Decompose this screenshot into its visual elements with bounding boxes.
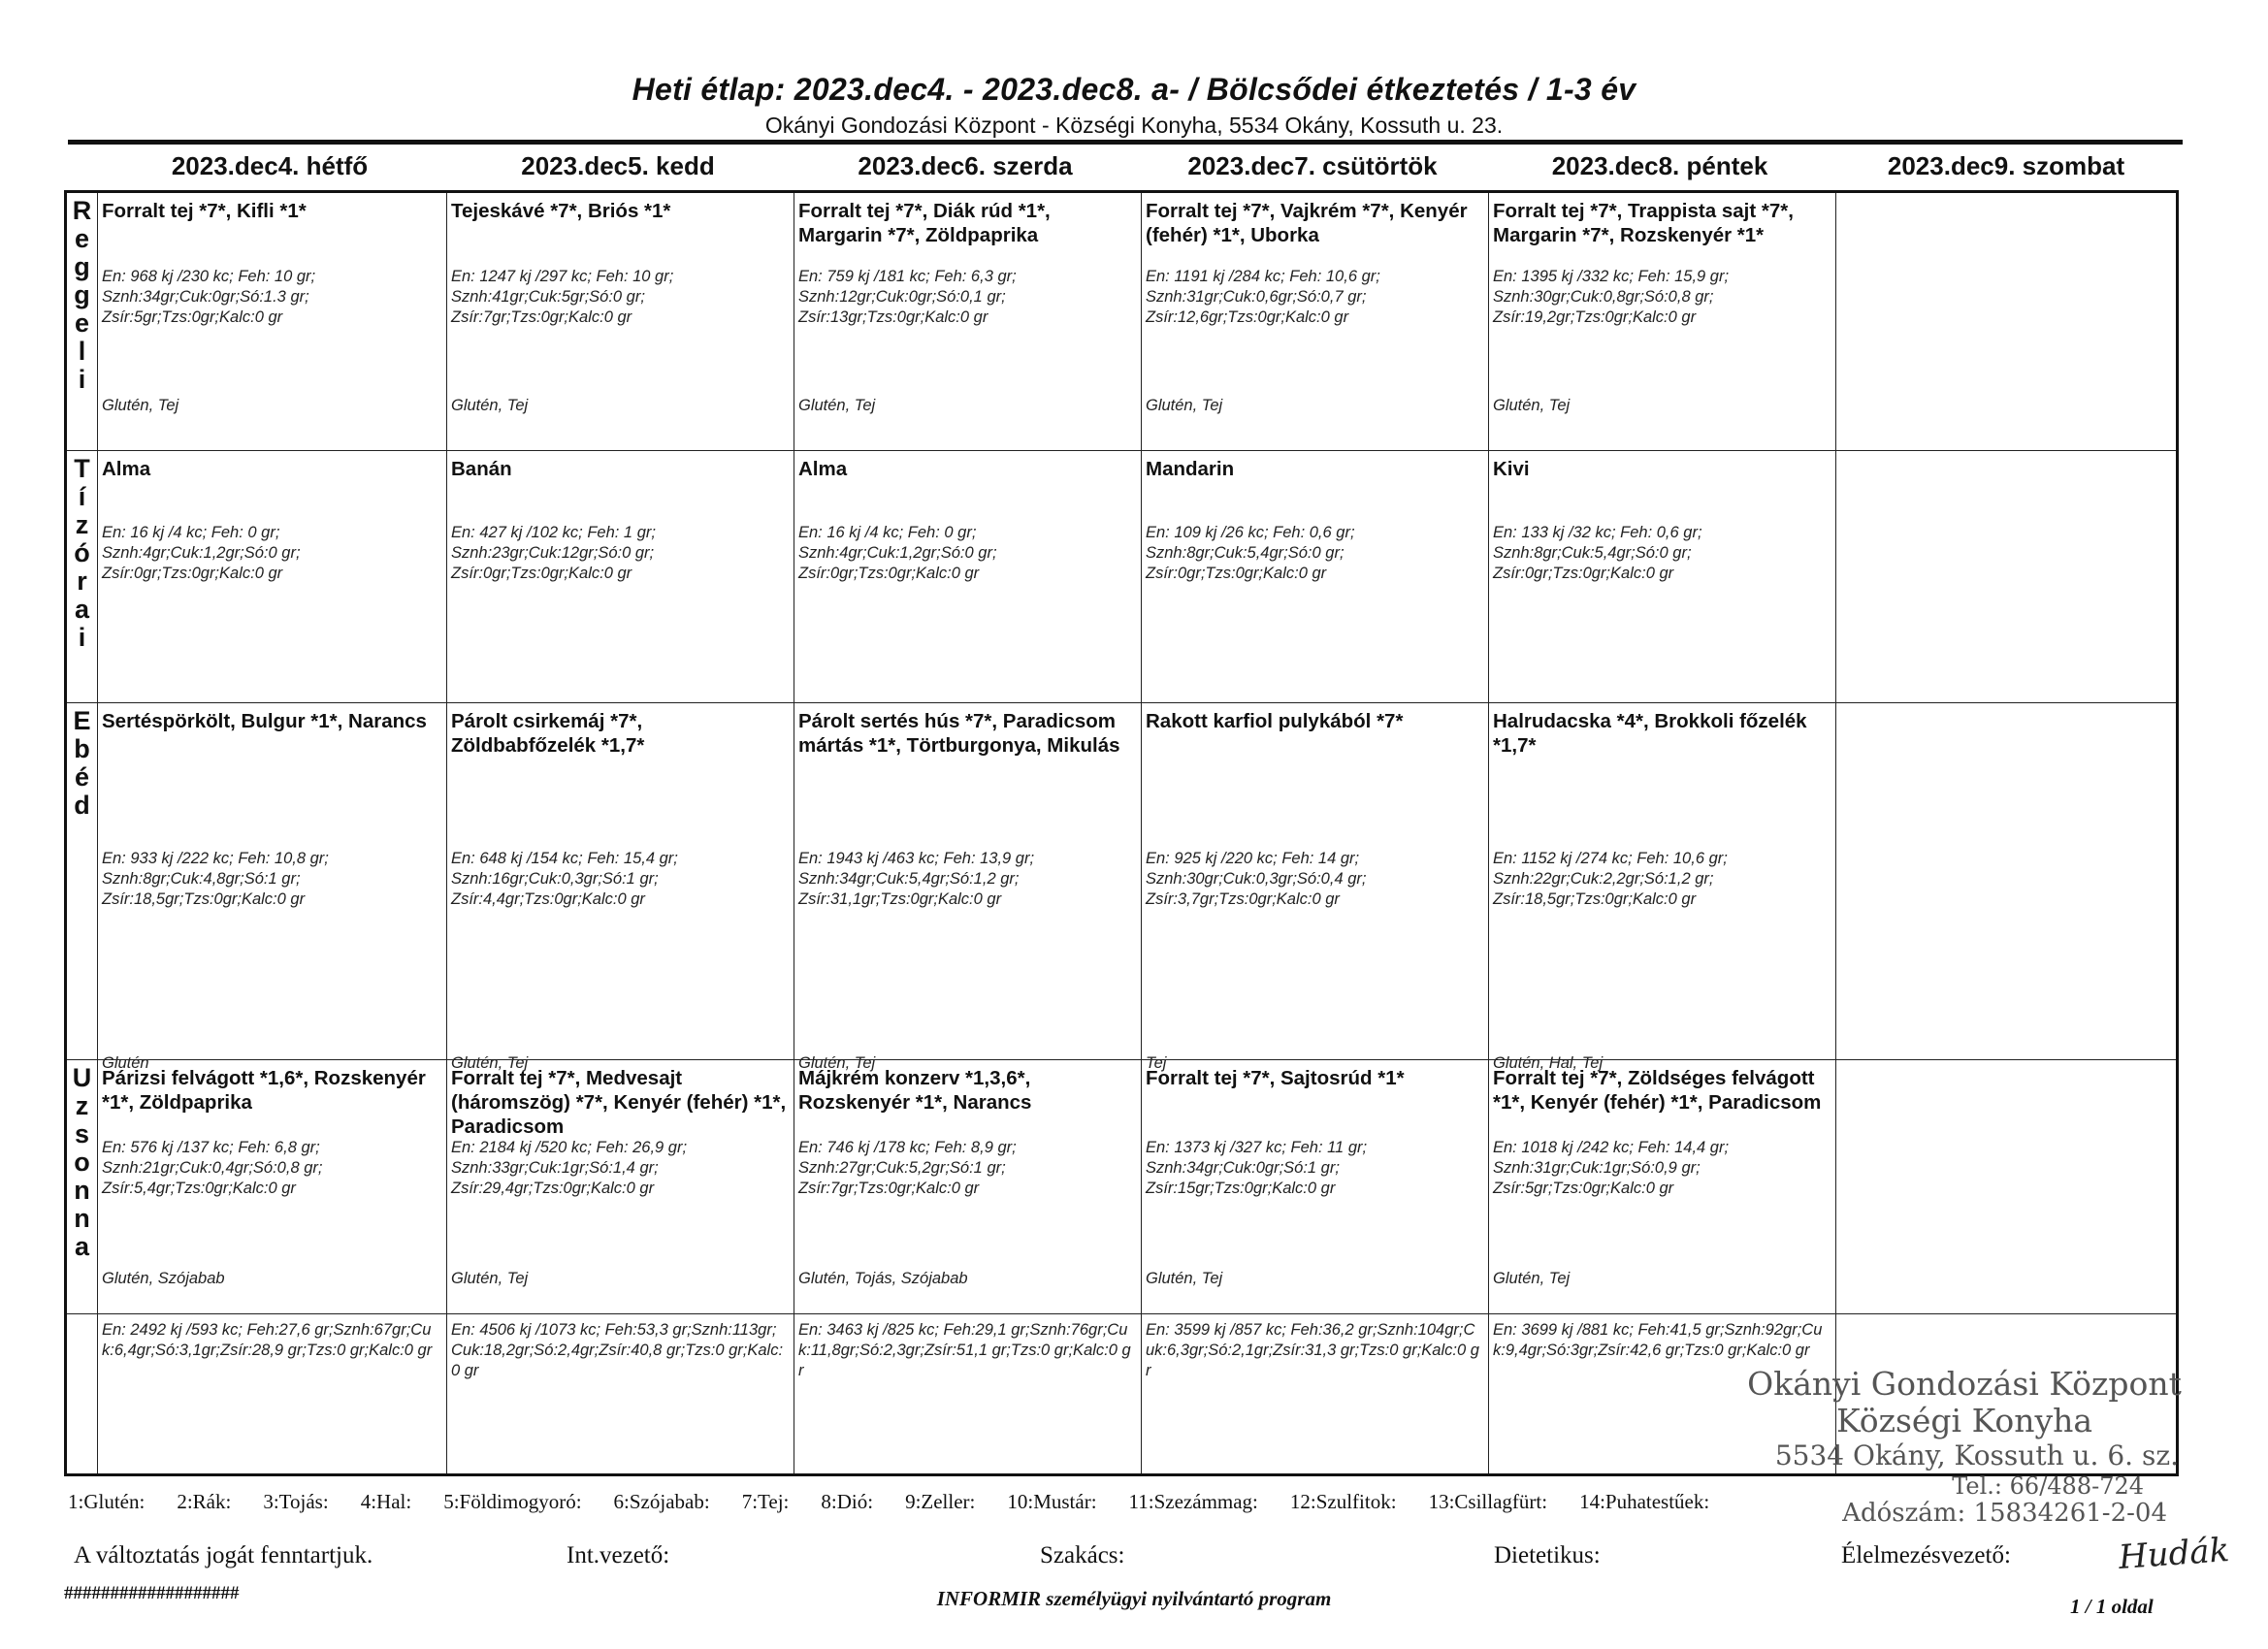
nutrition-info: En: 1247 kj /297 kc; Feh: 10 gr; Sznh:41gr;Cuk:5gr;Só:0 gr; Zsír:7gr;Tzs:0gr;Kalc:0 gr [451,268,674,326]
day-headers [95,146,2179,186]
dish-name: Forralt tej *7*, Sajtosrúd *1* [1146,1067,1405,1089]
meal-label-letter: i [78,365,86,394]
meal-label-letter: E [73,706,91,735]
meal-label-letter: a [74,1232,90,1261]
legend-item: 13:Csillagfürt: [1428,1490,1548,1513]
nutrition-info: En: 133 kj /32 kc; Feh: 0,6 gr; Sznh:8gr;Cuk:5,4gr;Só:0 gr; Zsír:0gr;Tzs:0gr;Kalc:0 gr [1493,524,1702,582]
meal-label-letter: i [78,623,86,652]
menu-cell [98,1060,447,1314]
meal-label-letter: R [72,196,92,225]
meal-label-letter: T [74,454,90,483]
day-header-tuesday: 2023.dec5. kedd [521,151,715,180]
daily-total: En: 3699 kj /881 kc; Feh:41,5 gr;Sznh:92gr;Cuk:9,4gr;Só:3gr;Zsír:42,6 gr;Tzs:0 gr;Kalc:0 gr [1493,1321,1823,1359]
nutrition-info: En: 16 kj /4 kc; Feh: 0 gr; Sznh:4gr;Cuk:1,2gr;Só:0 gr; Zsír:0gr;Tzs:0gr;Kalc:0 gr [102,524,301,582]
daily-total-cell [447,1314,794,1473]
meal-label-letter: U [72,1063,92,1092]
legend-item: 10:Mustár: [1007,1490,1097,1513]
allergen-legend [68,1490,2008,1514]
meal-label-letter: e [74,224,90,253]
legend-item: 2:Rák: [177,1490,232,1513]
stamp-line: Tel.: 66/488-724 [1952,1472,2144,1500]
dish-name: Forralt tej *7*, Diák rúd *1*, Margarin *7*, Zöldpaprika [798,200,1051,246]
legend-item: 8:Dió: [821,1490,874,1513]
allergen-list: Glutén, Tej [1146,397,1223,414]
allergen-list: Glutén, Tej [798,397,876,414]
day-header-friday: 2023.dec8. péntek [1551,151,1768,180]
dish-name: Forralt tej *7*, Zöldséges felvágott *1*, Kenyér (fehér) *1*, Paradicsom [1493,1067,1822,1114]
nutrition-info: En: 427 kj /102 kc; Feh: 1 gr; Sznh:23gr;Cuk:12gr;Só:0 gr; Zsír:0gr;Tzs:0gr;Kalc:0 gr [451,524,656,582]
menu-cell [1489,451,1836,703]
dish-name: Mandarin [1146,458,1235,480]
meal-label-letter: e [74,308,90,338]
meal-label-letter: g [74,280,90,309]
meal-label-letter: g [74,252,90,281]
day-header-saturday: 2023.dec9. szombat [1887,151,2125,180]
legend-item: 12:Szulfitok: [1289,1490,1397,1513]
meal-label-letter: n [74,1176,90,1205]
day-header-monday: 2023.dec4. hétfő [171,151,369,180]
meal-label-tízórai [67,451,98,703]
allergen-list: Glutén, Tej [1146,1270,1223,1287]
dish-name: Párolt sertés hús *7*, Paradicsom mártás *1*, Törtburgonya, Mikulás [798,710,1120,757]
reserve-note: A változtatás jogát fenntartjuk. [74,1542,373,1568]
nutrition-info: En: 576 kj /137 kc; Feh: 6,8 gr; Sznh:21gr;Cuk:0,4gr;Só:0,8 gr; Zsír:5,4gr;Tzs:0gr;Kalc:0 gr [102,1139,323,1197]
dish-name: Májkrém konzerv *1,3,6*, Rozskenyér *1*, Narancs [798,1067,1032,1114]
menu-cell [794,1060,1142,1314]
nutrition-info: En: 16 kj /4 kc; Feh: 0 gr; Sznh:4gr;Cuk:1,2gr;Só:0 gr; Zsír:0gr;Tzs:0gr;Kalc:0 gr [798,524,997,582]
menu-cell [1489,193,1836,451]
szakacs-label: Szakács: [1040,1542,1125,1568]
legend-item: 7:Tej: [741,1490,790,1513]
dish-name: Párizsi felvágott *1,6*, Rozskenyér *1*, Zöldpaprika [102,1067,426,1114]
menu-cell [1836,703,2176,1060]
meal-label-letter: s [74,1119,90,1148]
menu-cell [794,703,1142,1072]
allergen-list: Glutén, Tej [1493,1270,1571,1287]
meal-label-letter: b [74,734,90,763]
allergen-list: Glutén, Szójabab [102,1270,225,1287]
menu-cell [98,451,447,703]
dish-name: Forralt tej *7*, Kifli *1* [102,200,307,222]
meal-label-letter: n [74,1204,90,1233]
menu-cell [1489,703,1836,1072]
allergen-list: Tej [1146,1054,1167,1072]
meal-label-letter: a [74,595,90,624]
allergen-list: Glutén, Hal, Tej [1493,1054,1604,1072]
daily-total-cell [794,1314,1142,1473]
menu-cell [1836,193,2176,451]
allergen-list: Glutén, Tej [451,1054,529,1072]
menu-cell [794,451,1142,703]
allergen-list: Glutén, Tej [451,397,529,414]
menu-cell [98,703,447,1072]
legend-item: 9:Zeller: [905,1490,976,1513]
dietetikus-label: Dietetikus: [1494,1542,1601,1568]
meal-label-letter: o [74,1148,90,1177]
nutrition-info: En: 746 kj /178 kc; Feh: 8,9 gr; Sznh:27gr;Cuk:5,2gr;Só:1 gr; Zsír:7gr;Tzs:0gr;Kalc:0 gr [798,1139,1017,1197]
signature: Hudák [2117,1531,2231,1577]
menu-cell [1142,703,1489,1072]
dish-name: Alma [102,458,151,480]
nutrition-info: En: 648 kj /154 kc; Feh: 15,4 gr; Sznh:16gr;Cuk:0,3gr;Só:1 gr; Zsír:4,4gr;Tzs:0gr;Kalc:0 gr [451,850,678,908]
daily-total-cell [98,1314,447,1473]
allergen-list: Glutén, Tej [102,397,179,414]
nutrition-info: En: 933 kj /222 kc; Feh: 10,8 gr; Sznh:8gr;Cuk:4,8gr;Só:1 gr; Zsír:18,5gr;Tzs:0gr;Kalc:0 gr [102,850,329,908]
menu-cell [447,193,794,451]
daily-total: En: 3463 kj /825 kc; Feh:29,1 gr;Sznh:76gr;Cuk:11,8gr;Só:2,3gr;Zsír:51,1 gr;Tzs:0 gr;Kalc:0 gr [798,1321,1131,1379]
day-header-thursday: 2023.dec7. csütörtök [1187,151,1438,180]
nutrition-info: En: 1152 kj /274 kc; Feh: 10,6 gr; Sznh:22gr;Cuk:2,2gr;Só:1,2 gr; Zsír:18,5gr;Tzs:0gr;Kalc:0 gr [1493,850,1728,908]
dish-name: Párolt csirkemáj *7*, Zöldbabfőzelék *1,7* [451,710,645,757]
meal-label-uzsonna [67,1060,98,1314]
stamp-line: Adószám: 15834261-2-04 [1842,1499,2167,1528]
meal-label-letter: é [74,762,90,792]
dish-name: Alma [798,458,848,480]
allergen-list: Glutén [102,1054,149,1072]
hash-line: ################### [64,1583,240,1603]
menu-cell [447,703,794,1072]
meal-label-ebéd [67,703,98,1060]
page-number: 1 / 1 oldal [2070,1595,2154,1618]
totals-label [67,1314,98,1473]
menu-cell [447,451,794,703]
meal-label-letter: d [74,791,90,820]
legend-item: 6:Szójabab: [613,1490,710,1513]
menu-cell [794,193,1142,451]
nutrition-info: En: 925 kj /220 kc; Feh: 14 gr; Sznh:30gr;Cuk:0,3gr;Só:0,4 gr; Zsír:3,7gr;Tzs:0gr;Kalc:0 gr [1146,850,1367,908]
meal-label-letter: l [78,337,86,366]
stamp-line: 5534 Okány, Kossuth u. 6. sz. [1774,1439,2179,1471]
meal-label-reggeli [67,193,98,451]
int-vezeto-label: Int.vezető: [567,1542,670,1568]
legend-item: 11:Szezámmag: [1128,1490,1258,1513]
dish-name: Kivi [1493,458,1530,480]
elelmezesvezeto-label: Élelmezésvezető: [1841,1542,2011,1568]
menu-cell [447,1060,794,1314]
allergen-list: Glutén, Tej [1493,397,1571,414]
legend-item: 3:Tojás: [263,1490,329,1513]
nutrition-info: En: 1395 kj /332 kc; Feh: 15,9 gr; Sznh:30gr;Cuk:0,8gr;Só:0,8 gr; Zsír:19,2gr;Tzs:0gr;Kalc:0 gr [1493,268,1730,326]
dish-name: Forralt tej *7*, Medvesajt (háromszög) *7*, Kenyér (fehér) *1*, Paradicsom [451,1067,787,1138]
allergen-list: Glutén, Tej [451,1270,529,1287]
menu-cell [1836,451,2176,703]
allergen-list: Glutén, Tej [798,1054,876,1072]
nutrition-info: En: 1373 kj /327 kc; Feh: 11 gr; Sznh:34gr;Cuk:0gr;Só:1 gr; Zsír:15gr;Tzs:0gr;Kalc:0 gr [1146,1139,1368,1197]
nutrition-info: En: 1943 kj /463 kc; Feh: 13,9 gr; Sznh:34gr;Cuk:5,4gr;Só:1,2 gr; Zsír:31,1gr;Tzs:0gr;Kalc:0 gr [798,850,1035,908]
dish-name: Forralt tej *7*, Trappista sajt *7*, Margarin *7*, Rozskenyér *1* [1493,200,1794,246]
legend-item: 4:Hal: [360,1490,412,1513]
meal-label-letter: ó [74,538,90,567]
menu-cell [1142,451,1489,703]
legend-item: 1:Glutén: [68,1490,146,1513]
kitchen-address: Okányi Gondozási Központ - Községi Konyha, 5534 Okány, Kossuth u. 23. [764,113,1504,138]
dish-name: Sertéspörkölt, Bulgur *1*, Narancs [102,710,427,732]
meal-label-letter: r [77,566,87,596]
meal-label-letter: z [75,1091,89,1120]
nutrition-info: En: 109 kj /26 kc; Feh: 0,6 gr; Sznh:8gr;Cuk:5,4gr;Só:0 gr; Zsír:0gr;Tzs:0gr;Kalc:0 gr [1146,524,1355,582]
dish-name: Tejeskávé *7*, Briós *1* [451,200,671,222]
nutrition-info: En: 759 kj /181 kc; Feh: 6,3 gr; Sznh:12gr;Cuk:0gr;Só:0,1 gr; Zsír:13gr;Tzs:0gr;Kalc:0 gr [798,268,1017,326]
nutrition-info: En: 968 kj /230 kc; Feh: 10 gr; Sznh:34gr;Cuk:0gr;Só:1.3 gr; Zsír:5gr;Tzs:0gr;Kalc:0 gr [102,268,316,326]
menu-title: Heti étlap: 2023.dec4. - 2023.dec8. a- / Bölcsődei étkeztetés / 1-3 év [632,72,1636,107]
daily-total: En: 3599 kj /857 kc; Feh:36,2 gr;Sznh:104gr;Cuk:6,3gr;Só:2,1gr;Zsír:31,3 gr;Tzs:0 gr;Kalc:0 gr [1146,1321,1479,1379]
dish-name: Halrudacska *4*, Brokkoli főzelék *1,7* [1493,710,1807,757]
legend-item: 5:Földimogyoró: [443,1490,582,1513]
allergen-list: Glutén, Tojás, Szójabab [798,1270,968,1287]
nutrition-info: En: 1191 kj /284 kc; Feh: 10,6 gr; Sznh:31gr;Cuk:0,6gr;Só:0,7 gr; Zsír:12,6gr;Tzs:0gr;Kalc:0 gr [1146,268,1380,326]
stamp-line: Okányi Gondozási Központ [1747,1365,2182,1403]
dish-name: Forralt tej *7*, Vajkrém *7*, Kenyér (fehér) *1*, Uborka [1146,200,1468,246]
daily-total: En: 4506 kj /1073 kc; Feh:53,3 gr;Sznh:113gr;Cuk:18,2gr;Só:2,4gr;Zsír:40,8 gr;Tzs:0 gr;Kalc:0 gr [451,1321,784,1379]
stamp-line: Községi Konyha [1835,1402,2093,1439]
dish-name: Banán [451,458,512,480]
daily-total-cell [1142,1314,1489,1473]
daily-total: En: 2492 kj /593 kc; Feh:27,6 gr;Sznh:67gr;Cuk:6,4gr;Só:3,1gr;Zsír:28,9 gr;Tzs:0 gr;Kalc:0 gr [102,1321,433,1359]
header-rule [68,140,2183,145]
menu-cell [1489,1060,1836,1314]
menu-cell [1142,193,1489,451]
meal-label-letter: z [75,510,89,539]
menu-cell [1836,1060,2176,1314]
menu-cell [98,193,447,451]
legend-item: 14:Puhatestűek: [1579,1490,1710,1513]
program-name: INFORMIR személyügyi nyilvántartó program [936,1587,1332,1610]
menu-grid [64,190,2179,1476]
dish-name: Rakott karfiol pulykából *7* [1146,710,1404,732]
day-header-wednesday: 2023.dec6. szerda [858,151,1073,180]
menu-cell [1142,1060,1489,1314]
nutrition-info: En: 2184 kj /520 kc; Feh: 26,9 gr; Sznh:33gr;Cuk:1gr;Só:1,4 gr; Zsír:29,4gr;Tzs:0gr;Kalc:0 gr [451,1139,688,1197]
meal-label-letter: í [78,482,86,511]
nutrition-info: En: 1018 kj /242 kc; Feh: 14,4 gr; Sznh:31gr;Cuk:1gr;Só:0,9 gr; Zsír:5gr;Tzs:0gr;Kalc:0 gr [1493,1139,1730,1197]
